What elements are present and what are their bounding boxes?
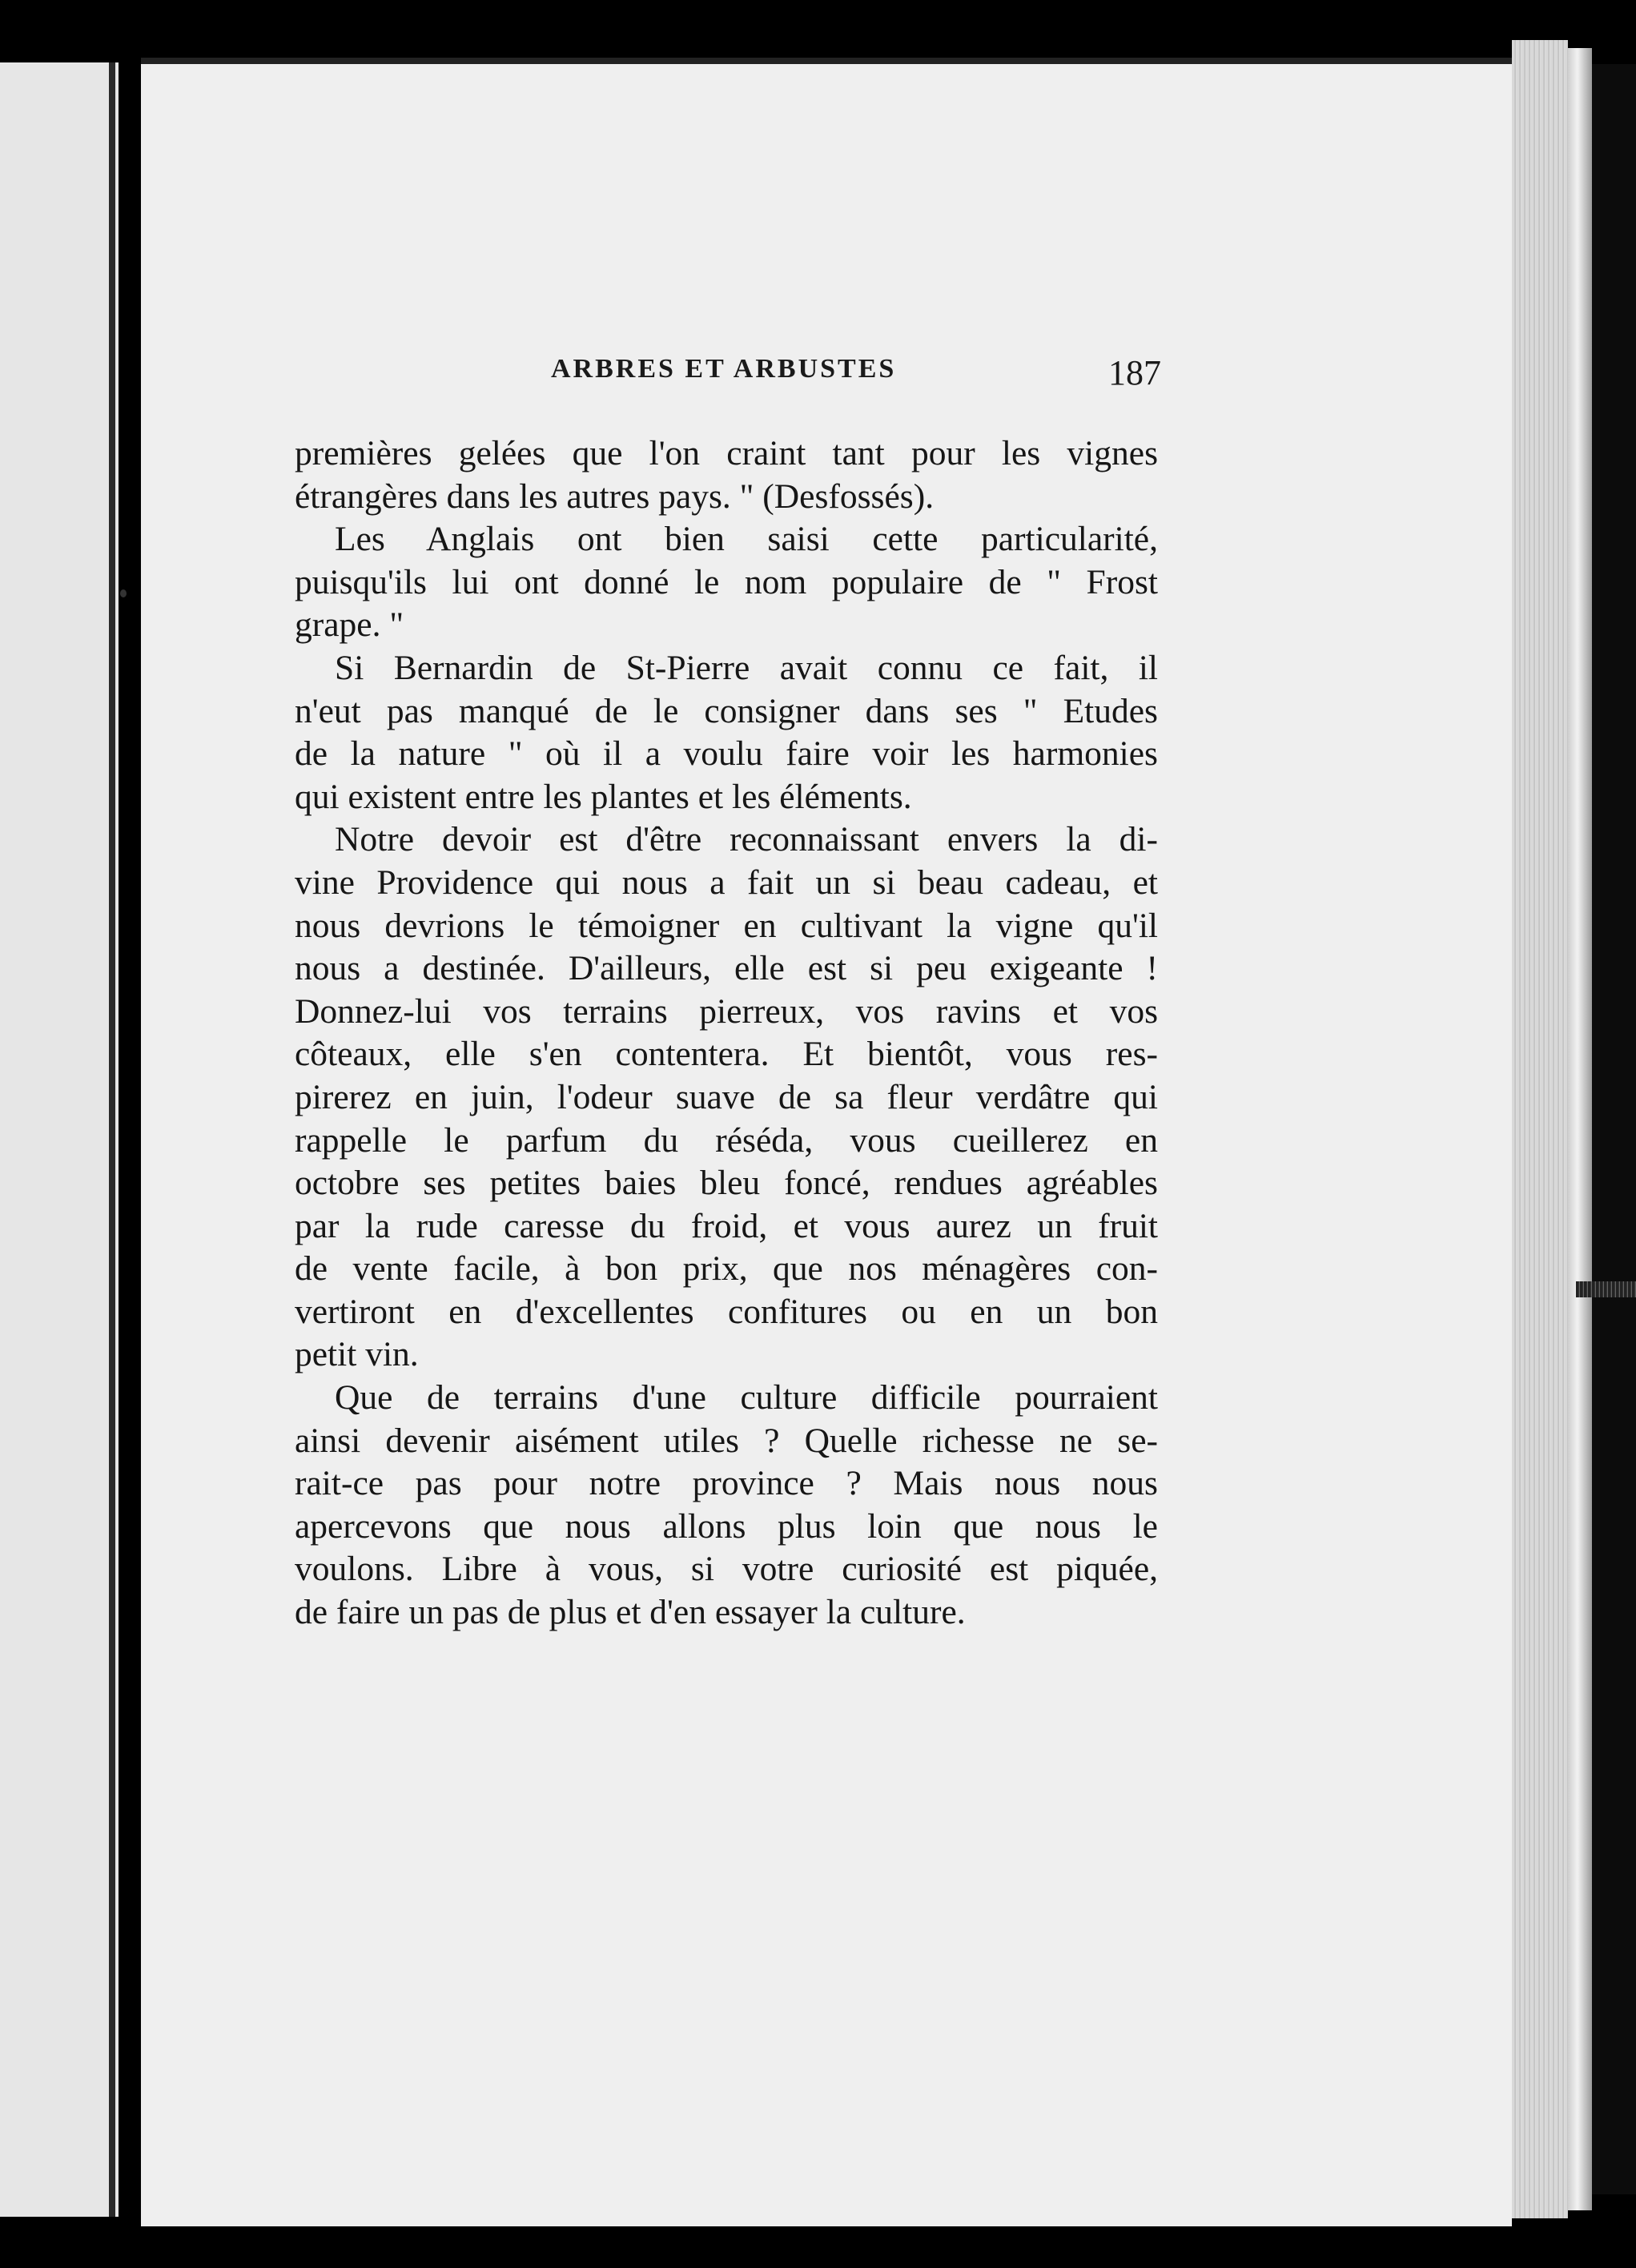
margin-speck xyxy=(120,589,127,597)
body-text xyxy=(295,432,1158,1635)
left-page-sliver xyxy=(0,62,119,2217)
text-line: côteaux, elle s'en contentera. Et bientôt, vous res- xyxy=(295,1035,1158,1074)
text-line: Si Bernardin de St-Pierre avait connu ce fait, il xyxy=(335,648,1158,687)
text-line: ainsi devenir aisément utiles ? Quelle richesse ne se- xyxy=(295,1421,1158,1460)
page-edge-mark xyxy=(1576,1281,1636,1297)
text-line: n'eut pas manqué de le consigner dans ses " Etudes xyxy=(295,691,1158,730)
text-line: Les Anglais ont bien saisi cette particularité, xyxy=(335,520,1158,559)
text-line: rait-ce pas pour notre province ? Mais nous nous xyxy=(295,1464,1158,1503)
text-line: de vente facile, à bon prix, que nos ménagères con- xyxy=(295,1249,1158,1289)
text-line: rappelle le parfum du réséda, vous cueillerez en xyxy=(295,1120,1158,1160)
text-line: voulons. Libre à vous, si votre curiosité est piquée, xyxy=(295,1550,1158,1589)
text-line: apercevons que nous allons plus loin que nous le xyxy=(295,1506,1158,1546)
text-line: nous devrions le témoigner en cultivant la vigne qu'il xyxy=(295,906,1158,945)
text-line: par la rude caresse du froid, et vous aurez un fruit xyxy=(295,1206,1158,1245)
text-line: nous a destinée. D'ailleurs, elle est si peu exigeante ! xyxy=(295,949,1158,988)
text-line: grape. " xyxy=(295,605,404,645)
text-line: de la nature " où il a voulu faire voir les harmonies xyxy=(295,734,1158,774)
text-line: octobre ses petites baies bleu foncé, rendues agréables xyxy=(295,1164,1158,1203)
text-line: pirerez en juin, l'odeur suave de sa fleur verdâtre qui xyxy=(295,1077,1158,1116)
text-line: puisqu'ils lui ont donné le nom populaire de " Frost xyxy=(295,562,1158,601)
page-edges xyxy=(1512,40,1568,2218)
text-line: Donnez-lui vos terrains pierreux, vos ravins et vos xyxy=(295,991,1158,1031)
text-line: Notre devoir est d'être reconnaissant envers la di- xyxy=(335,820,1158,859)
page-edges-outer xyxy=(1568,48,1592,2210)
text-line: qui existent entre les plantes et les éléments. xyxy=(295,777,912,816)
text-line: étrangères dans les autres pays. " (Desfossés). xyxy=(295,477,935,516)
text-line: premières gelées que l'on craint tant pour les vignes xyxy=(295,434,1158,472)
left-page-gutter xyxy=(109,62,115,2217)
page-number: 187 xyxy=(1108,353,1161,392)
text-line: petit vin. xyxy=(295,1335,419,1374)
text-line: de faire un pas de plus et d'en essayer la culture. xyxy=(295,1593,966,1632)
running-head: ARBRES ET ARBUSTES xyxy=(551,354,897,384)
text-line: vertiront en d'excellentes confitures ou en un bon xyxy=(295,1292,1158,1331)
book-cover-edge xyxy=(1592,64,1636,2194)
text-line: Que de terrains d'une culture difficile pourraient xyxy=(335,1378,1158,1418)
text-line: vine Providence qui nous a fait un si beau cadeau, et xyxy=(295,863,1158,902)
